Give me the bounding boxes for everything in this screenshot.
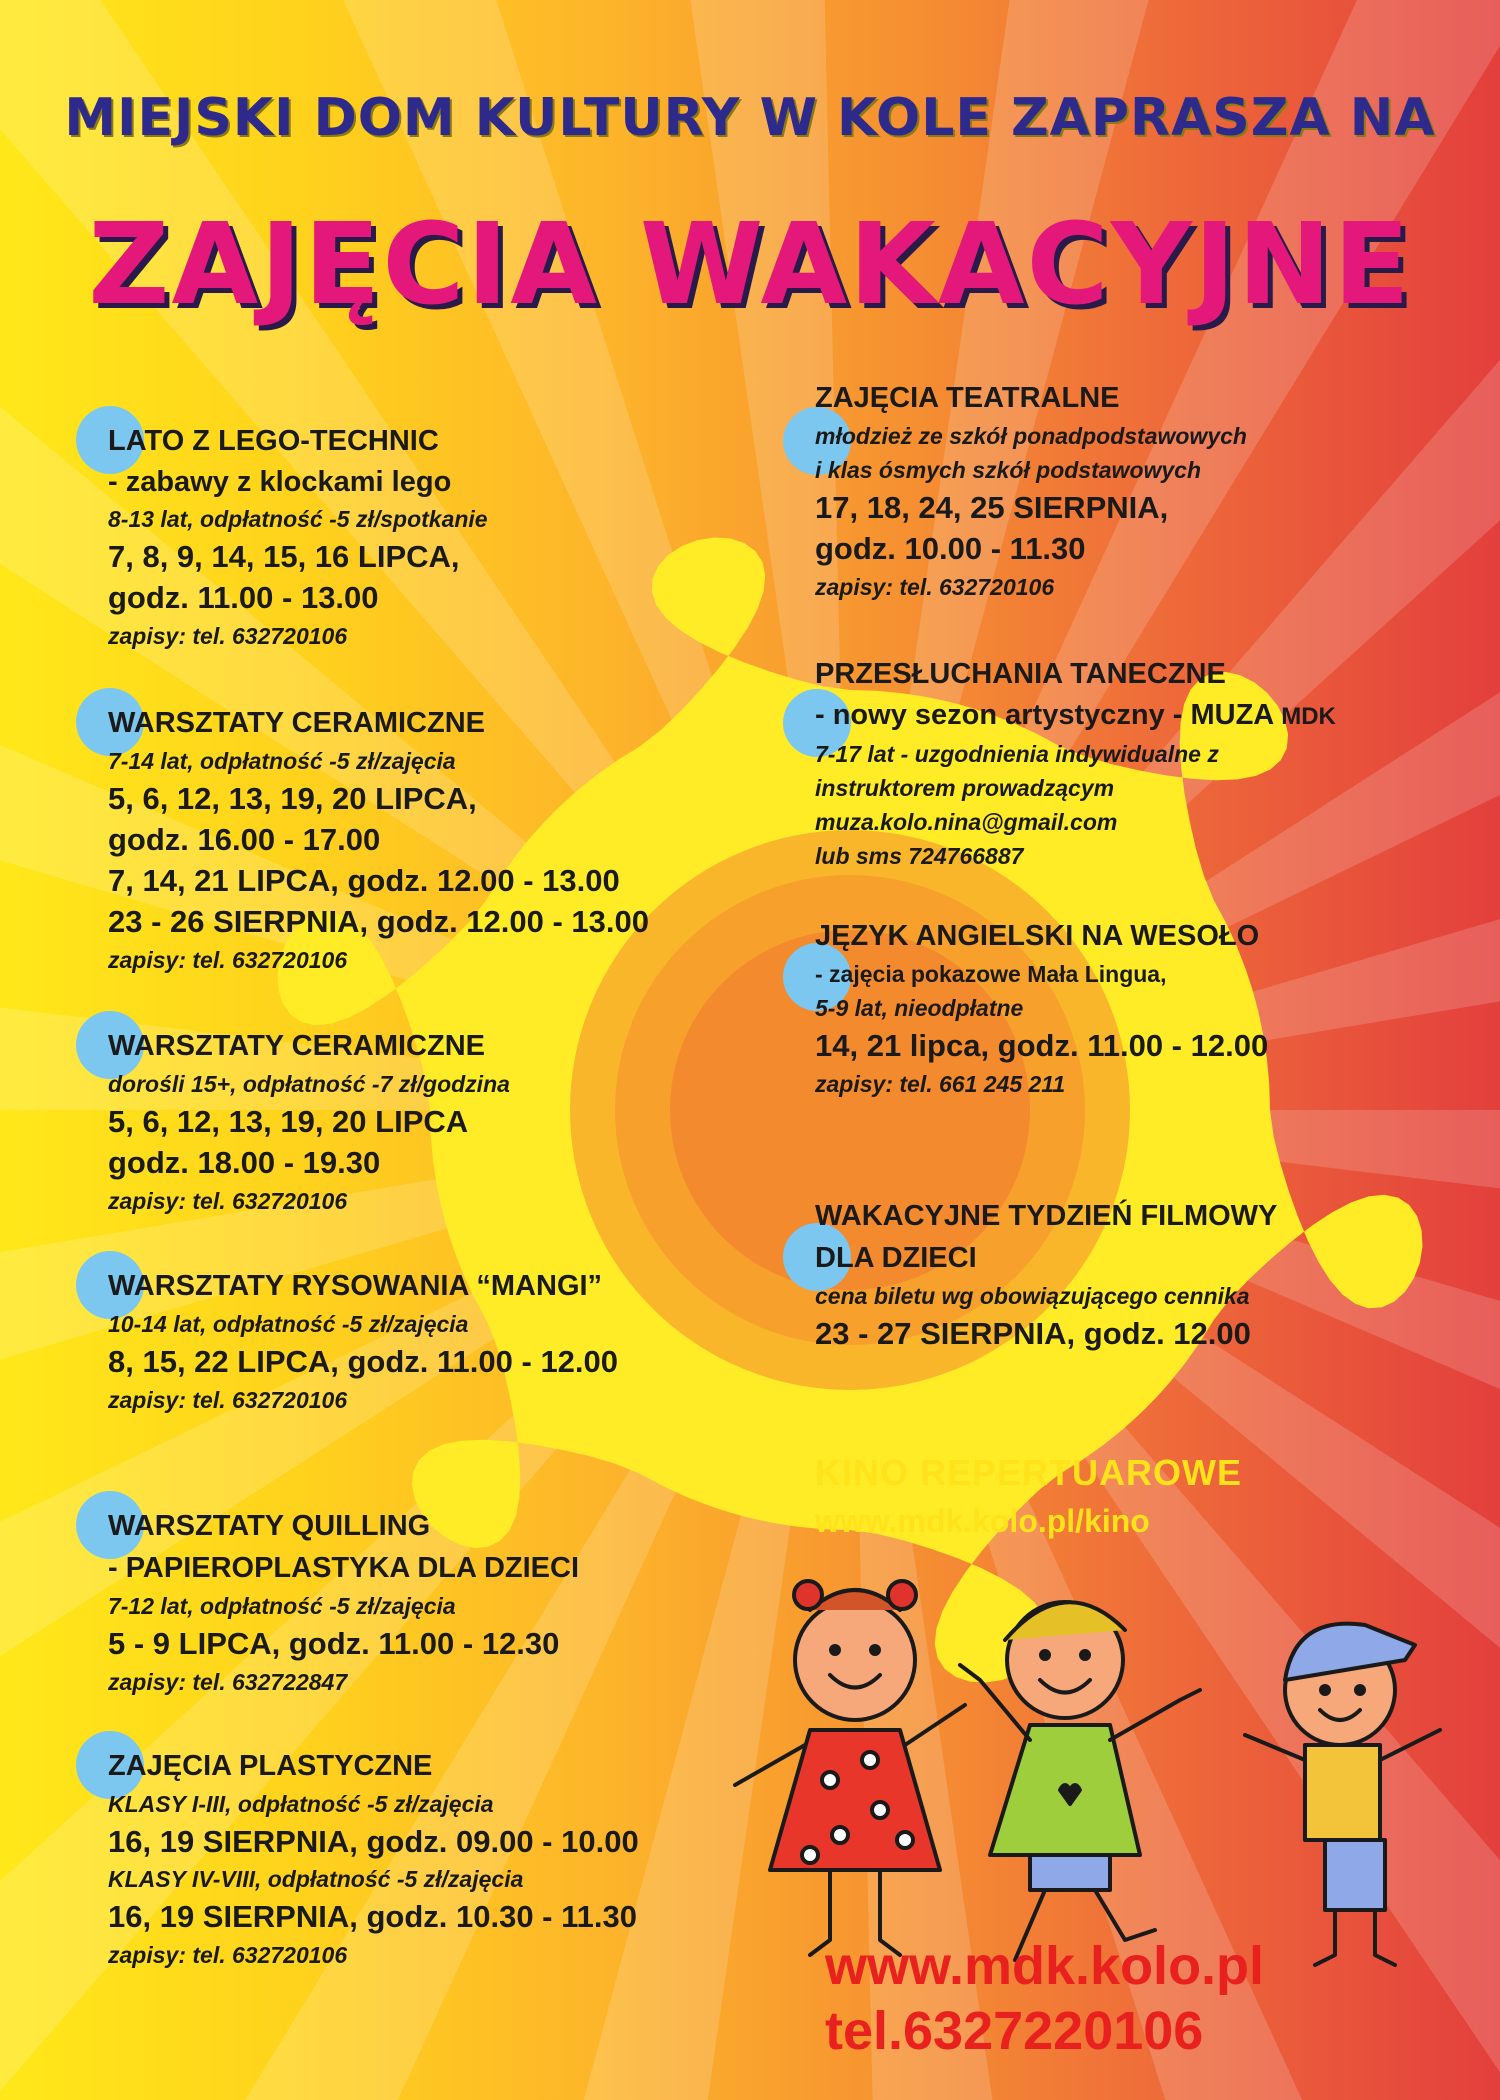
event-info: dorośli 15+, odpłatność -7 zł/godzina [108, 1071, 510, 1097]
event-info: cena biletu wg obowiązującego cennika [815, 1283, 1250, 1309]
event-signup: zapisy: tel. 661 245 211 [815, 1071, 1066, 1097]
event-info-2: i klas ósmych szkół podstawowych [815, 457, 1202, 483]
event-dates: 5, 6, 12, 13, 19, 20 LIPCA, [108, 781, 477, 816]
event-info: młodzież ze szkół ponadpodstawowych [815, 423, 1247, 449]
event-info: 7-14 lat, odpłatność -5 zł/zajęcia [108, 748, 456, 774]
event-signup: zapisy: tel. 632720106 [108, 623, 348, 649]
event-title: WAKACYJNE TYDZIEŃ FILMOWY [815, 1200, 1278, 1232]
cinema-link[interactable]: www.mdk.kolo.pl/kino [815, 1503, 1150, 1539]
event-title-2: DLA DZIECI [815, 1242, 977, 1274]
event-ceramics-kids [108, 702, 748, 978]
event-title: WARSZTATY CERAMICZNE [108, 707, 485, 739]
event-signup: zapisy: tel. 632722847 [108, 1669, 348, 1695]
event-subtitle: - zabawy z klockami lego [108, 466, 452, 498]
event-film-week [815, 1195, 1455, 1354]
event-manga [108, 1265, 748, 1418]
event-hours: godz. 10.00 - 11.30 [815, 531, 1086, 566]
event-dance [815, 653, 1455, 873]
event-info: 10-14 lat, odpłatność -5 zł/zajęcia [108, 1311, 469, 1337]
event-info-2: KLASY IV-VIII, odpłatność -5 zł/zajęcia [108, 1866, 524, 1892]
event-art [108, 1745, 748, 1973]
event-dates-2: 16, 19 SIERPNIA, godz. 10.30 - 11.30 [108, 1899, 637, 1934]
event-title: LATO Z LEGO-TECHNIC [108, 425, 439, 457]
event-ceramics-adults [108, 1025, 748, 1219]
event-hours: godz. 11.00 - 13.00 [108, 580, 379, 615]
event-dates: 23 - 27 SIERPNIA, godz. 12.00 [815, 1316, 1251, 1351]
event-lego [108, 420, 748, 654]
header-invitation: MIEJSKI DOM KULTURY W KOLE ZAPRASZA NA [64, 88, 1436, 148]
event-title: WARSZTATY RYSOWANIA “MANGI” [108, 1270, 603, 1302]
event-dates: 8, 15, 22 LIPCA, godz. 11.00 - 12.00 [108, 1344, 619, 1379]
event-info: 8-13 lat, odpłatność -5 zł/spotkanie [108, 506, 488, 532]
event-subtitle-suffix: MDK [1281, 703, 1336, 730]
event-subtitle-text: - nowy sezon artystyczny - MUZA [815, 699, 1274, 731]
footer-phone: tel.6327220106 [825, 2001, 1204, 2061]
event-info: 7-12 lat, odpłatność -5 zł/zajęcia [108, 1593, 456, 1619]
event-title: WARSZTATY CERAMICZNE [108, 1030, 485, 1062]
event-english [815, 915, 1455, 1102]
event-extra-2: 23 - 26 SIERPNIA, godz. 12.00 - 13.00 [108, 904, 650, 939]
event-subtitle [815, 695, 1455, 737]
event-hours: godz. 16.00 - 17.00 [108, 822, 381, 857]
event-subtitle: - PAPIEROPLASTYKA DLA DZIECI [108, 1552, 579, 1584]
event-email: muza.kolo.nina@gmail.com [815, 809, 1118, 835]
event-dates: 14, 21 lipca, godz. 11.00 - 12.00 [815, 1028, 1269, 1063]
event-dates: 16, 19 SIERPNIA, godz. 09.00 - 10.00 [108, 1824, 639, 1859]
event-dates: 7, 8, 9, 14, 15, 16 LIPCA, [108, 539, 460, 574]
header-title: ZAJĘCIA WAKACYJNE [88, 200, 1412, 330]
event-quilling [108, 1505, 748, 1700]
event-hours: godz. 18.00 - 19.30 [108, 1145, 381, 1180]
event-signup: zapisy: tel. 632720106 [108, 947, 348, 973]
event-title: JĘZYK ANGIELSKI NA WESOŁO [815, 920, 1260, 952]
event-sms: lub sms 724766887 [815, 843, 1024, 869]
event-title: WARSZTATY QUILLING [108, 1510, 431, 1542]
event-signup: zapisy: tel. 632720106 [108, 1942, 348, 1968]
event-signup: zapisy: tel. 632720106 [815, 574, 1055, 600]
event-theatre [815, 377, 1455, 605]
event-title: ZAJĘCIA PLASTYCZNE [108, 1750, 433, 1782]
event-extra-1: 7, 14, 21 LIPCA, godz. 12.00 - 13.00 [108, 863, 620, 898]
event-info: 5-9 lat, nieodpłatne [815, 995, 1024, 1021]
event-title: ZAJĘCIA TEATRALNE [815, 382, 1120, 414]
event-dates: 5 - 9 LIPCA, godz. 11.00 - 12.30 [108, 1626, 560, 1661]
footer-website[interactable]: www.mdk.kolo.pl [825, 1936, 1265, 1996]
event-dates: 17, 18, 24, 25 SIERPNIA, [815, 490, 1169, 525]
kids-illustration [735, 1581, 1440, 1965]
event-subtitle: - zajęcia pokazowe Mała Lingua, [815, 961, 1167, 987]
cinema-heading: KINO REPERTUAROWE [815, 1452, 1243, 1493]
event-signup: zapisy: tel. 632720106 [108, 1387, 348, 1413]
event-title: PRZESŁUCHANIA TANECZNE [815, 658, 1226, 690]
event-dates: 5, 6, 12, 13, 19, 20 LIPCA [108, 1104, 469, 1139]
event-info: 7-17 lat - uzgodnienia indywidualne z [815, 741, 1219, 767]
event-signup: zapisy: tel. 632720106 [108, 1188, 348, 1214]
event-info: KLASY I-III, odpłatność -5 zł/zajęcia [108, 1791, 494, 1817]
event-info-2: instruktorem prowadzącym [815, 775, 1115, 801]
